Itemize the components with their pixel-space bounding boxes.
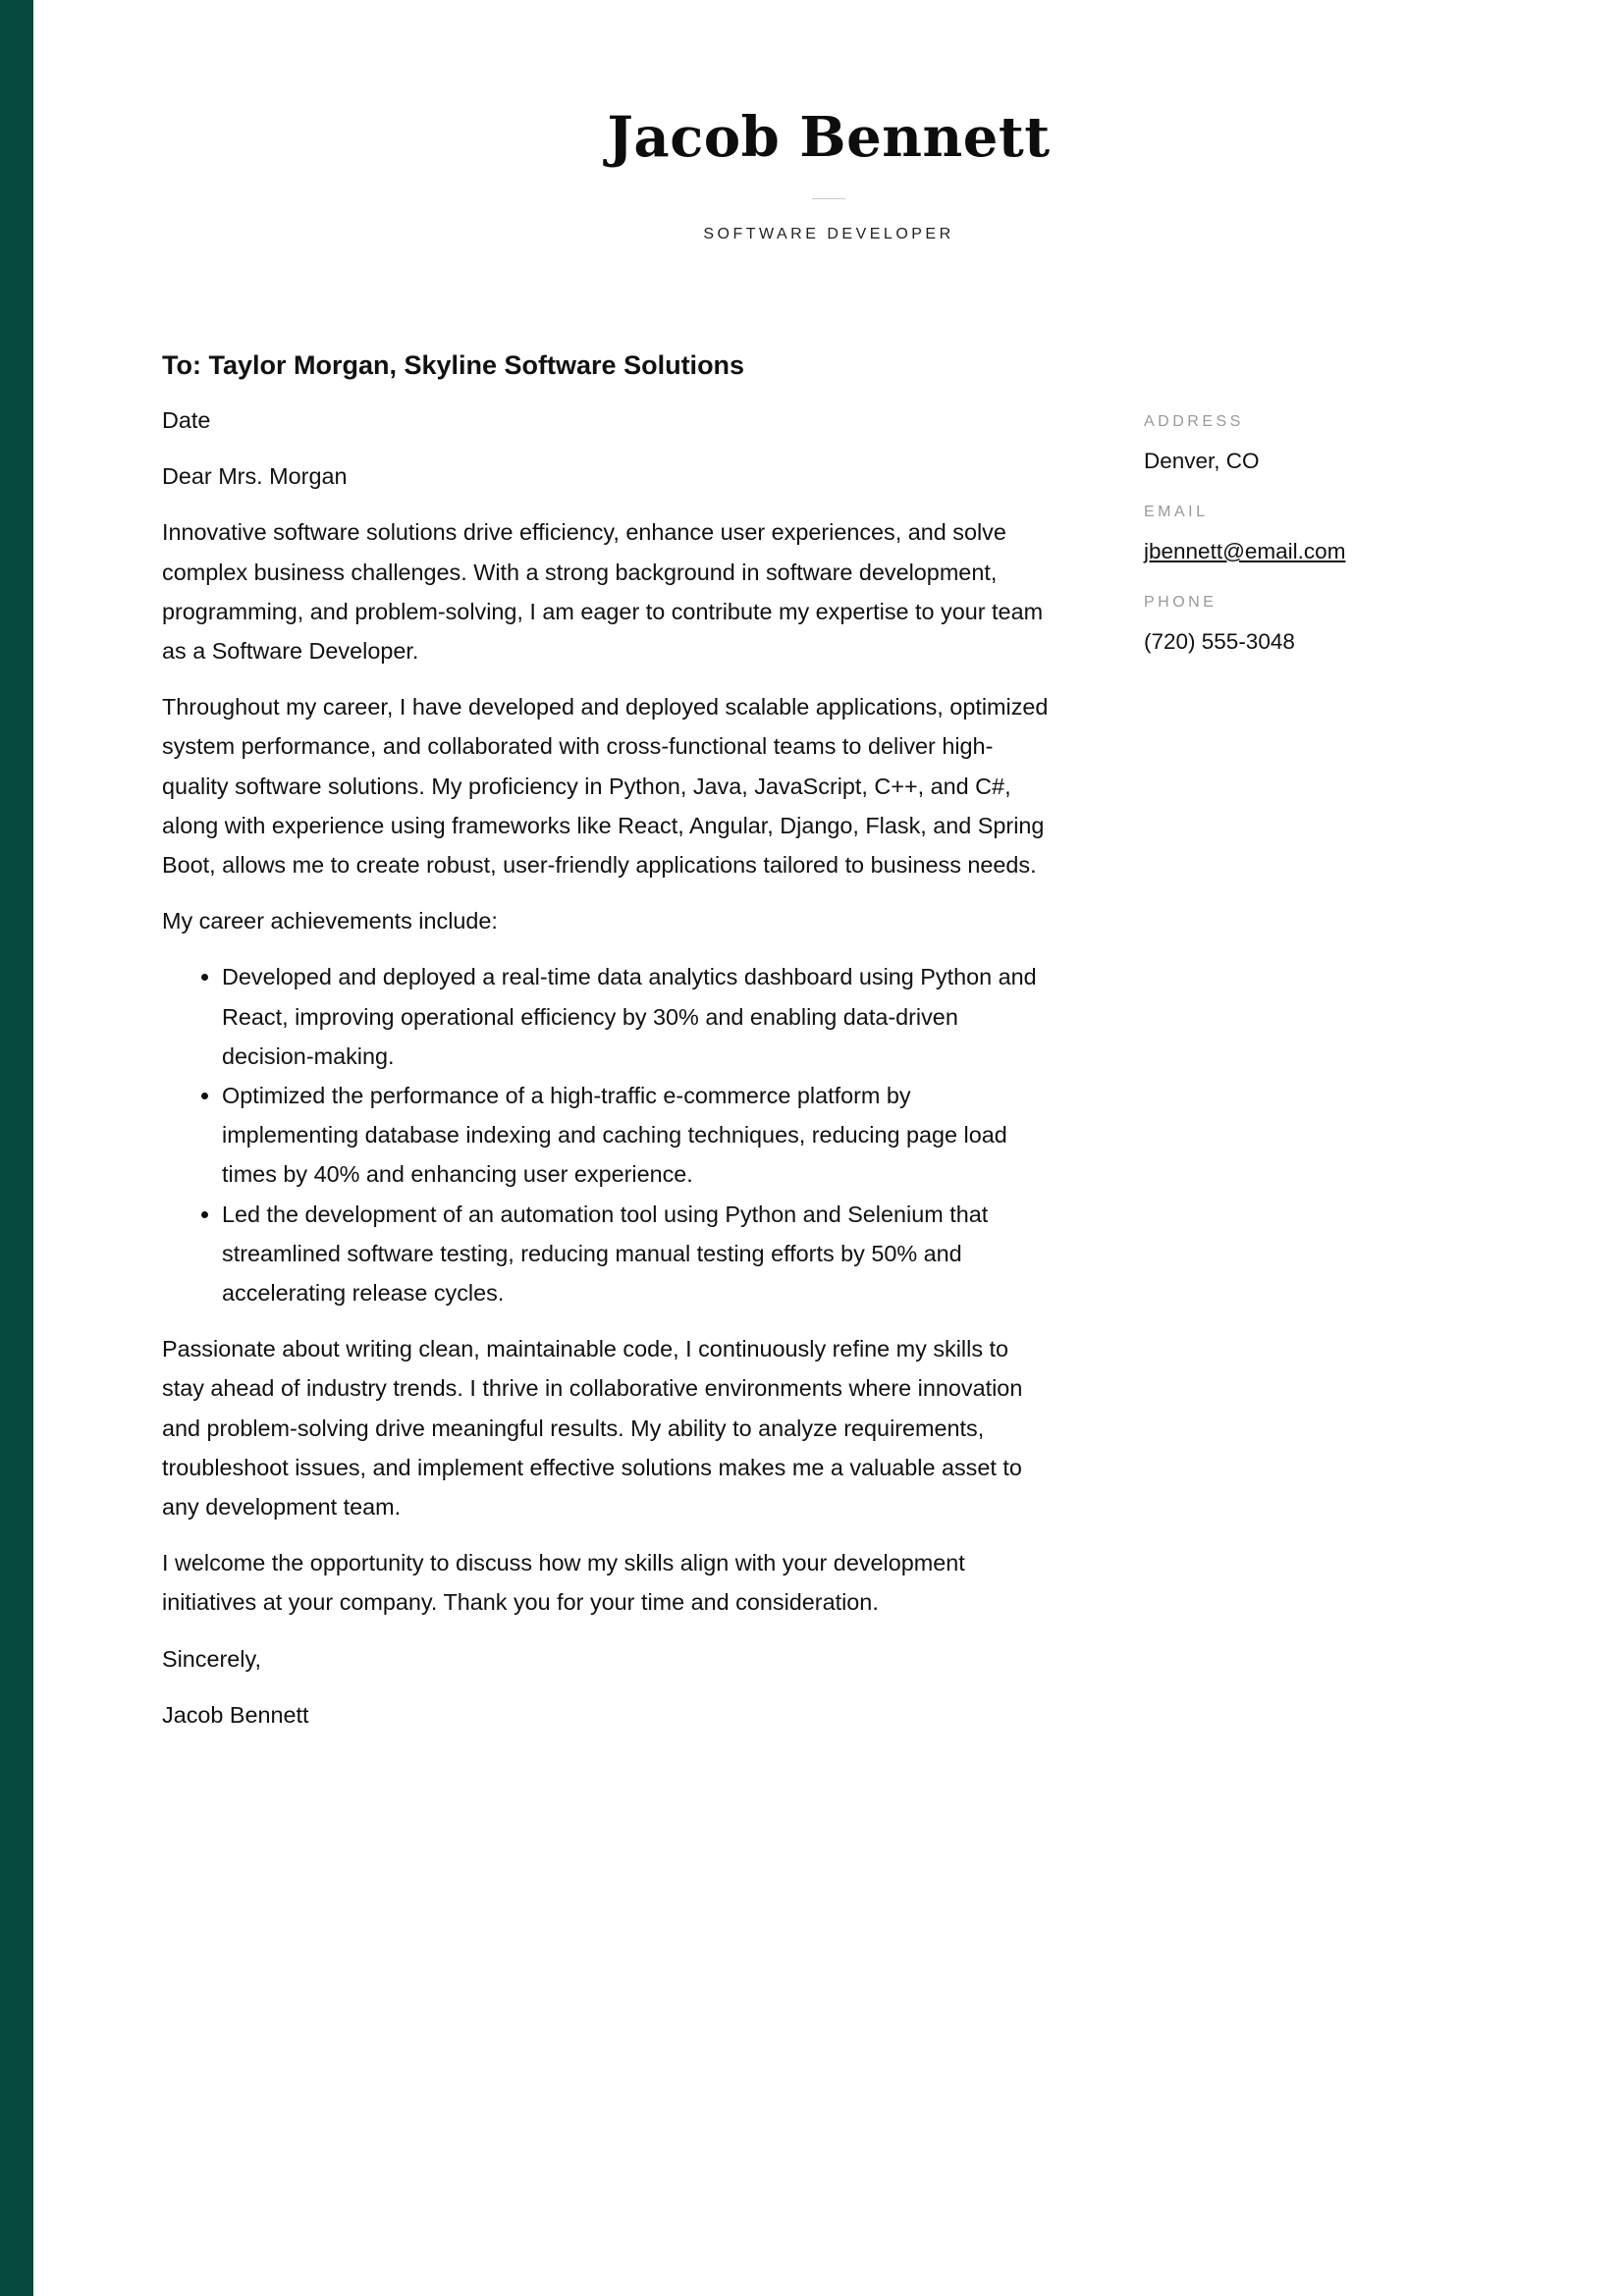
salutation: Dear Mrs. Morgan [162,463,348,490]
achievements-list [162,957,1051,1312]
list-item: • Optimized the performance of a high-traffic e-commerce platform by implementing database indexing and caching techniques, reducing page load times by 40% and enhancing user experience. [222,1076,1051,1195]
signoff: Sincerely, [162,1645,261,1672]
address-label: ADDRESS [1144,413,1244,430]
list-item: • Developed and deployed a real-time data analytics dashboard using Python and React, improving operational efficiency by 30% and enabling data-driven decision-making. [222,957,1051,1076]
contact-sidebar [1144,408,1556,679]
paragraph-passion: Passionate about writing clean, maintainable code, I continuously refine my skills to stay ahead of industry trends. I thrive in collaborative environments where innovation and problem-solving drive meaningful results. My ability to analyze requirements, troubleshoot issues, and implement effective solutions makes me a valuable asset to any development team. [162,1336,1023,1521]
letter-body [162,346,1051,1751]
paragraph-achievements-lead: My career achievements include: [162,908,498,934]
phone-label: PHONE [1144,594,1218,611]
email-label: EMAIL [1144,504,1209,520]
address-value: Denver, CO [1144,449,1260,473]
paragraph-experience: Throughout my career, I have developed and deployed scalable applications, optimized system performance, and collaborated with cross-functional teams to deliver high-quality software solutions. My proficiency in Python, Java, JavaScript, C++, and C#, along with experience using frameworks like React, Angular, Django, Flask, and Spring Boot, allows me to create robust, user-friendly applications tailored to business needs. [162,694,1049,879]
signature-name: Jacob Bennett [162,1701,309,1728]
accent-sidebar-bar [0,0,33,2296]
recipient-line: To: Taylor Morgan, Skyline Software Solutions [162,350,745,380]
job-title: SOFTWARE DEVELOPER [703,226,954,242]
phone-value: (720) 555-3048 [1144,629,1295,654]
date-line: Date [162,407,211,433]
letter-header [33,98,1624,243]
email-link[interactable]: jbennett@email.com [1144,539,1346,563]
list-item: • Led the development of an automation tool using Python and Selenium that streamlined software testing, reducing manual testing efforts by 50% and accelerating release cycles. [222,1195,1051,1313]
paragraph-closing: I welcome the opportunity to discuss how my skills align with your development initiatives at your company. Thank you for your time and consideration. [162,1550,965,1616]
paragraph-intro: Innovative software solutions drive efficiency, enhance user experiences, and solve complex business challenges. With a strong background in software development, programming, and problem-solving, I am eager to contribute my expertise to your team as a Software Developer. [162,519,1044,665]
applicant-name: Jacob Bennett [607,105,1051,170]
header-divider [812,198,845,199]
